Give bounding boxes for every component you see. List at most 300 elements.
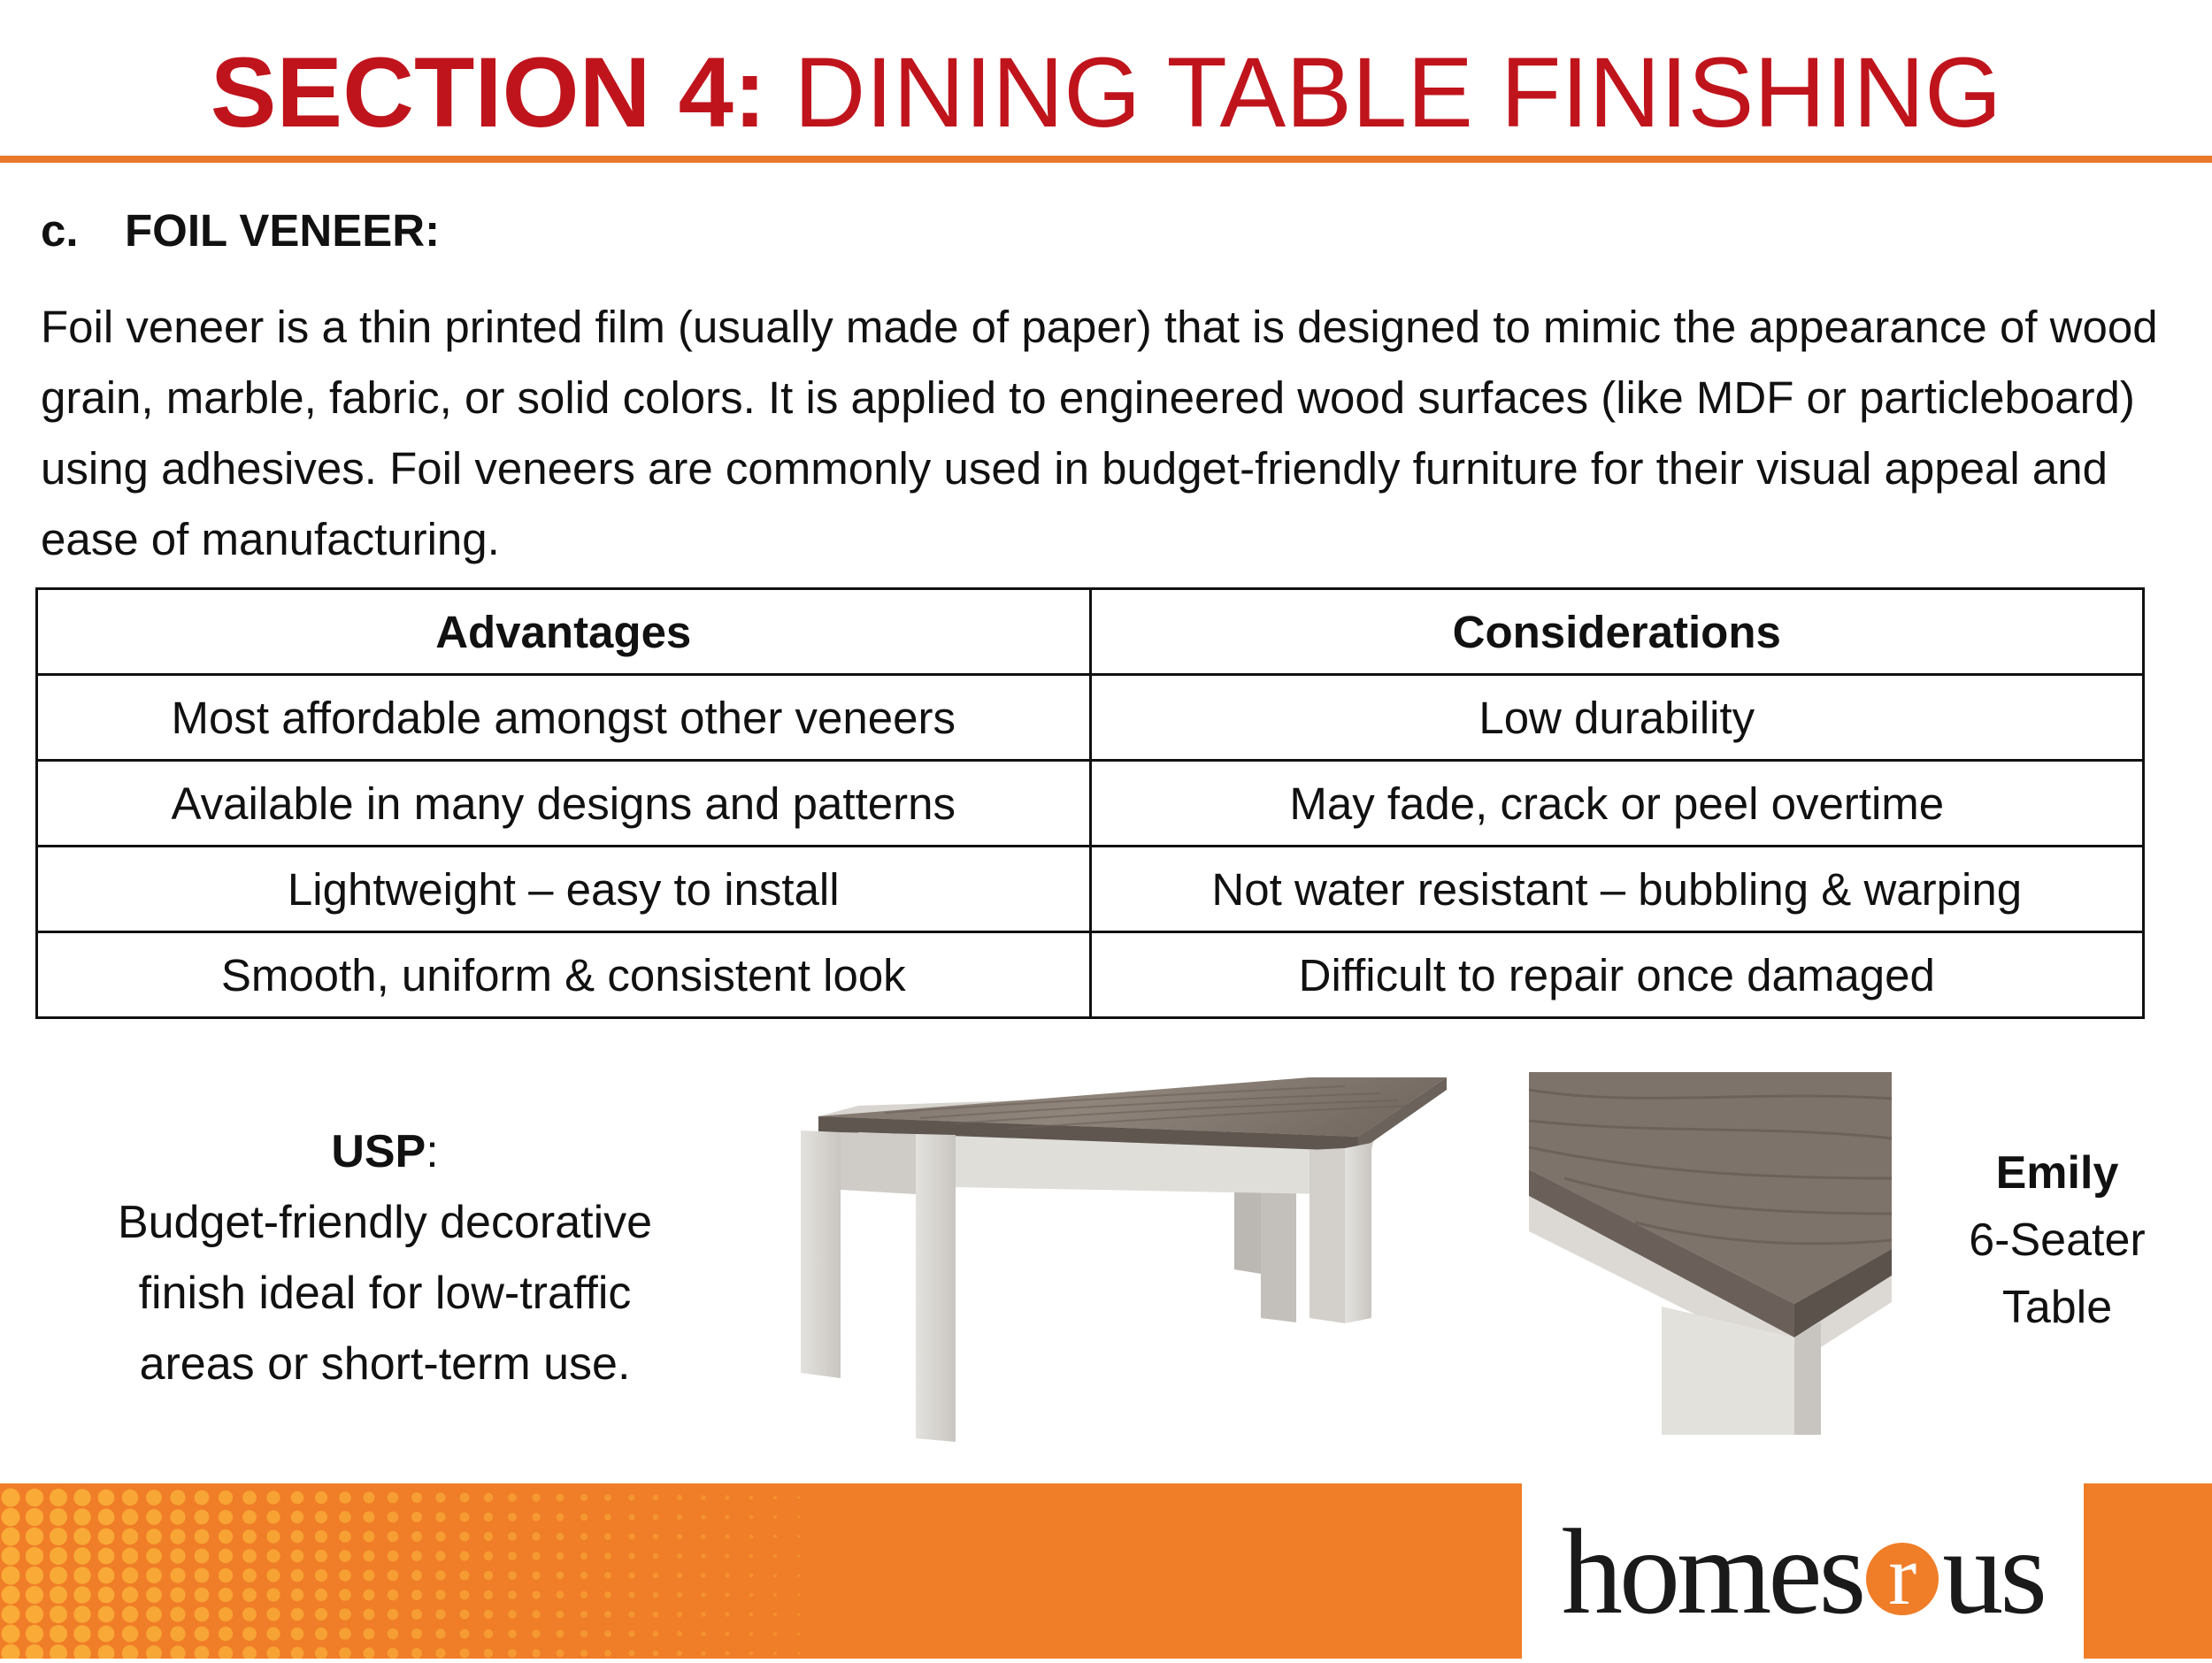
- footer-dot: [773, 1535, 777, 1538]
- footer-dot: [411, 1590, 422, 1600]
- footer-dot: [146, 1490, 162, 1506]
- footer-dot: [580, 1533, 588, 1540]
- footer-dot: [653, 1573, 659, 1579]
- footer-dot: [604, 1514, 611, 1521]
- footer-dot: [557, 1630, 565, 1638]
- footer-dot: [146, 1529, 162, 1544]
- footer-dot: [291, 1608, 304, 1621]
- footer-dot: [122, 1626, 138, 1642]
- footer-dot: [50, 1567, 67, 1584]
- footer-dot: [677, 1495, 682, 1500]
- footer-dot: [219, 1627, 233, 1641]
- footer-dot: [435, 1531, 445, 1541]
- footer-dot: [2, 1606, 20, 1624]
- footer-dot: [170, 1529, 185, 1544]
- footer-dot: [388, 1551, 399, 1562]
- footer-dot: [653, 1592, 659, 1598]
- footer-dot: [411, 1551, 422, 1561]
- footer-dot: [2, 1586, 20, 1605]
- usp-label: USP: [331, 1126, 426, 1177]
- footer-dot: [604, 1552, 611, 1560]
- footer-dot: [146, 1626, 162, 1642]
- column-header-considerations: Considerations: [1090, 589, 2144, 675]
- footer-dot: [50, 1586, 67, 1604]
- footer-dot: [773, 1593, 777, 1597]
- footer-dot: [315, 1589, 327, 1601]
- footer-dot: [291, 1550, 304, 1563]
- footer-dot: [460, 1629, 470, 1639]
- footer-dot: [628, 1611, 634, 1617]
- footer-dot: [701, 1612, 706, 1617]
- footer-dot: [411, 1570, 422, 1581]
- footer-dot: [580, 1514, 588, 1521]
- footer-dot: [508, 1532, 517, 1541]
- footer-dot: [628, 1650, 634, 1656]
- product-line: 6-Seater: [1969, 1215, 2146, 1266]
- footer-dot: [50, 1625, 67, 1643]
- footer-dot: [701, 1553, 706, 1559]
- footer-dot: [2, 1567, 20, 1585]
- footer-dot: [195, 1568, 210, 1583]
- footer-dot: [122, 1587, 138, 1603]
- footer-dot: [2, 1625, 20, 1644]
- footer-dot: [508, 1552, 517, 1560]
- footer-dot: [725, 1514, 729, 1519]
- footer-dot: [557, 1650, 565, 1658]
- footer-dot: [557, 1494, 565, 1502]
- footer-dot: [122, 1490, 138, 1506]
- footer-dot: [411, 1492, 422, 1503]
- title-section-number: SECTION 4:: [210, 37, 767, 148]
- footer-dot: [773, 1496, 777, 1499]
- footer-dot: [484, 1552, 493, 1560]
- footer-dot: [484, 1532, 493, 1541]
- table-row: [37, 761, 2144, 847]
- footer-dot: [364, 1609, 375, 1621]
- footer-dot: [146, 1548, 162, 1564]
- footer-dot: [557, 1591, 565, 1599]
- footer-dot: [508, 1649, 517, 1658]
- footer-dot: [388, 1492, 399, 1504]
- footer-dot: [339, 1589, 351, 1601]
- footer-dot: [219, 1491, 233, 1505]
- footer-dot: [749, 1613, 754, 1617]
- footer-dot: [508, 1610, 517, 1619]
- footer-dot: [677, 1514, 682, 1520]
- product-line: Table: [2001, 1282, 2113, 1333]
- footer-dot: [460, 1649, 470, 1659]
- footer-dot: [170, 1548, 185, 1563]
- footer-dot: [266, 1510, 280, 1523]
- footer-dot: [364, 1629, 375, 1640]
- product-name: Emily: [1995, 1147, 2119, 1199]
- footer-dot: [604, 1630, 611, 1637]
- footer-dot: [364, 1570, 375, 1582]
- footer-dot: [773, 1574, 777, 1577]
- advantage-cell: Available in many designs and patterns: [37, 761, 1091, 847]
- footer-dot: [146, 1587, 162, 1603]
- section-heading-text: FOIL VENEER:: [125, 205, 441, 256]
- footer-dot: [242, 1549, 257, 1563]
- footer-dot: [484, 1493, 493, 1502]
- logo-text-homes: homes: [1561, 1504, 1863, 1639]
- footer-dot: [653, 1631, 659, 1637]
- usp-colon: :: [426, 1126, 439, 1177]
- footer-dot: [315, 1628, 327, 1640]
- footer-dot: [364, 1531, 375, 1543]
- footer-dot: [435, 1590, 445, 1599]
- footer-dot: [146, 1606, 162, 1622]
- title-topic: DINING TABLE FINISHING: [794, 37, 2002, 148]
- consideration-cell: Not water resistant – bubbling & warping: [1090, 847, 2144, 932]
- footer-dot: [339, 1530, 351, 1543]
- footer-dot: [339, 1628, 351, 1640]
- footer-dot: [532, 1532, 540, 1540]
- section-heading: [41, 200, 440, 262]
- footer-dot: [122, 1548, 138, 1564]
- footer-dot: [725, 1553, 729, 1558]
- footer-dot: [653, 1514, 659, 1521]
- footer-dot: [195, 1549, 210, 1564]
- footer-dot: [435, 1512, 445, 1521]
- footer-dot: [797, 1496, 801, 1499]
- footer-dot: [266, 1491, 280, 1504]
- footer-dot: [580, 1552, 588, 1560]
- footer-dot: [773, 1515, 777, 1519]
- footer-dot: [628, 1552, 634, 1559]
- footer-dot: [532, 1513, 540, 1521]
- footer-dot: [484, 1513, 493, 1521]
- footer-dot: [195, 1510, 210, 1525]
- footer-dot: [170, 1606, 185, 1621]
- comparison-table: [35, 587, 2145, 1019]
- footer-dot: [435, 1609, 445, 1619]
- footer-dot: [725, 1534, 729, 1538]
- footer-dot: [701, 1651, 706, 1656]
- usp-line: areas or short-term use.: [139, 1338, 631, 1390]
- footer-dot: [725, 1592, 729, 1597]
- footer-dot: [339, 1511, 351, 1523]
- footer-dot: [797, 1613, 801, 1616]
- footer-dot: [653, 1553, 659, 1560]
- footer-dot: [315, 1569, 327, 1582]
- footer-dot: [484, 1629, 493, 1638]
- footer-dot: [98, 1548, 115, 1565]
- footer-dot: [435, 1648, 445, 1658]
- footer-dot: [411, 1609, 422, 1620]
- description-paragraph: Foil veneer is a thin printed film (usually made of paper) that is designed to mimic the appearance of wood grain, marble, fabric, or solid colors. It is applied to engineered wood surfaces (like MDF or particleboard) using adhesives. Foil veneers are commonly used in budget-friendly furniture for their visual appeal and ease of manufacturing.: [41, 302, 2158, 564]
- footer-dot: [411, 1648, 422, 1659]
- footer-dot: [219, 1510, 233, 1524]
- footer-dot: [266, 1627, 280, 1640]
- footer-dot: [388, 1570, 399, 1582]
- footer-dot: [749, 1652, 754, 1656]
- footer-dot: [73, 1625, 90, 1642]
- footer-dot: [26, 1489, 43, 1506]
- footer-dot: [219, 1607, 233, 1621]
- consideration-cell: May fade, crack or peel overtime: [1090, 761, 2144, 847]
- footer-dot: [73, 1528, 90, 1544]
- footer-dot: [508, 1590, 517, 1599]
- footer-dot: [26, 1567, 43, 1584]
- footer-dot: [291, 1589, 304, 1602]
- footer-dot: [725, 1651, 729, 1655]
- footer-dot: [50, 1528, 67, 1545]
- footer-dot: [26, 1625, 43, 1643]
- footer-dot: [195, 1491, 210, 1506]
- footer-dot: [725, 1631, 729, 1636]
- footer-dot: [170, 1626, 185, 1641]
- footer-dot: [291, 1491, 304, 1505]
- footer-dot: [701, 1495, 706, 1500]
- footer-dot: [219, 1568, 233, 1583]
- table-header-row: [37, 589, 2144, 675]
- footer-dot: [677, 1534, 682, 1539]
- footer-dot: [797, 1593, 801, 1597]
- footer-dot: [557, 1552, 565, 1560]
- footer-dot: [677, 1631, 682, 1636]
- footer-dot: [557, 1514, 565, 1521]
- footer-dot: [749, 1554, 754, 1559]
- footer-dot: [98, 1490, 115, 1506]
- footer-dot: [73, 1547, 90, 1564]
- footer-dot: [580, 1572, 588, 1579]
- footer-dot: [26, 1586, 43, 1604]
- footer-dot: [146, 1567, 162, 1583]
- footer-dot: [266, 1549, 280, 1562]
- dining-table-photo: [779, 1053, 1451, 1451]
- footer-dot: [460, 1571, 470, 1581]
- footer-dot: [653, 1495, 659, 1501]
- footer-dot: [580, 1611, 588, 1618]
- footer-dot: [677, 1592, 682, 1598]
- footer-dot: [339, 1569, 351, 1582]
- consideration-cell: Difficult to repair once damaged: [1090, 932, 2144, 1018]
- footer-dot: [291, 1511, 304, 1524]
- footer-dot: [195, 1588, 210, 1603]
- footer-dot: [628, 1533, 634, 1539]
- advantage-cell: Lightweight – easy to install: [37, 847, 1091, 932]
- footer-dot: [604, 1591, 611, 1598]
- footer-dot: [532, 1649, 540, 1657]
- footer-dot: [219, 1549, 233, 1563]
- footer-dot: [219, 1588, 233, 1602]
- footer-dot: [580, 1630, 588, 1637]
- footer-dot: [508, 1493, 517, 1502]
- table-row: [37, 932, 2144, 1018]
- footer-dot: [508, 1629, 517, 1638]
- footer-dot: [628, 1514, 634, 1520]
- footer-dot: [388, 1629, 399, 1640]
- footer-dot: [195, 1607, 210, 1622]
- footer-dot: [98, 1509, 115, 1526]
- footer-dot: [797, 1515, 801, 1519]
- footer-dot: [557, 1611, 565, 1619]
- footer-dot: [532, 1590, 540, 1598]
- footer-dot: [291, 1628, 304, 1641]
- footer-dot: [604, 1572, 611, 1579]
- footer-dot: [146, 1509, 162, 1525]
- footer-dot: [170, 1509, 185, 1524]
- footer-dot: [411, 1512, 422, 1522]
- footer-dot: [122, 1509, 138, 1525]
- footer-dot: [291, 1569, 304, 1583]
- footer-dot: [26, 1508, 43, 1526]
- footer-dot: [315, 1511, 327, 1523]
- footer-dot: [460, 1513, 470, 1522]
- footer-dot: [98, 1587, 115, 1604]
- column-header-advantages: Advantages: [37, 589, 1091, 675]
- footer-dot: [532, 1610, 540, 1618]
- footer-dot: [98, 1567, 115, 1584]
- footer-dot: [73, 1508, 90, 1525]
- footer-dot: [797, 1554, 801, 1558]
- footer-dot: [460, 1590, 470, 1600]
- footer-dot: [749, 1496, 754, 1500]
- footer-dot: [484, 1590, 493, 1599]
- footer-dot: [701, 1592, 706, 1598]
- footer-dot: [797, 1574, 801, 1577]
- footer-dot: [773, 1613, 777, 1616]
- footer-dot: [122, 1567, 138, 1583]
- footer-dot: [773, 1632, 777, 1636]
- footer-dot: [532, 1571, 540, 1579]
- footer-dot: [532, 1552, 540, 1560]
- footer-dot: [315, 1608, 327, 1621]
- footer-dot: [653, 1651, 659, 1657]
- footer-dot: [73, 1606, 90, 1622]
- footer-dot: [484, 1571, 493, 1580]
- footer-dot: [628, 1494, 634, 1500]
- footer-dot: [315, 1550, 327, 1562]
- footer-dot: [749, 1632, 754, 1636]
- footer-dot: [580, 1494, 588, 1501]
- footer-dot: [388, 1531, 399, 1543]
- footer-dot: [435, 1492, 445, 1502]
- footer-dot: [266, 1607, 280, 1621]
- footer-dot: [339, 1608, 351, 1621]
- advantage-cell: Most affordable amongst other veneers: [37, 675, 1091, 761]
- footer-dot: [364, 1492, 375, 1504]
- footer-dot: [604, 1533, 611, 1540]
- section-marker: c.: [41, 205, 79, 256]
- footer-dot: [2, 1489, 20, 1507]
- footer-dot: [388, 1512, 399, 1523]
- footer-dot: [508, 1513, 517, 1521]
- footer-dot: [122, 1529, 138, 1544]
- footer-dot: [2, 1547, 20, 1566]
- consideration-cell: Low durability: [1090, 675, 2144, 761]
- footer-dot: [266, 1529, 280, 1543]
- footer-dot: [170, 1587, 185, 1602]
- footer-dot: [628, 1630, 634, 1636]
- usp-block: [35, 1116, 734, 1399]
- footer-dot: [195, 1627, 210, 1642]
- footer-dot: [170, 1490, 185, 1505]
- footer-dot: [460, 1610, 470, 1620]
- footer-dot: [725, 1573, 729, 1577]
- footer-dot: [98, 1626, 115, 1643]
- footer-dot: [122, 1606, 138, 1622]
- footer-dot: [749, 1535, 754, 1539]
- footer-dot: [773, 1554, 777, 1558]
- footer-dot: [2, 1508, 20, 1527]
- footer-dot: [797, 1652, 801, 1655]
- footer-dot: [339, 1550, 351, 1562]
- footer-dot: [460, 1493, 470, 1503]
- footer-dot: [315, 1530, 327, 1543]
- footer-dot: [749, 1574, 754, 1578]
- footer-dot: [388, 1648, 399, 1659]
- footer-dot: [677, 1573, 682, 1578]
- footer-dot: [26, 1606, 43, 1623]
- veneer-closeup-photo: [1529, 1072, 1892, 1435]
- footer-dot: [749, 1515, 754, 1520]
- logo-wordmark: [1522, 1492, 2084, 1652]
- footer-dot: [266, 1588, 280, 1601]
- footer-dot: [580, 1591, 588, 1598]
- footer-dot: [604, 1650, 611, 1657]
- footer-dot: [73, 1489, 90, 1506]
- footer-dot: [50, 1508, 67, 1526]
- footer-dot: [435, 1629, 445, 1638]
- footer-dot: [2, 1528, 20, 1546]
- footer-dot: [266, 1568, 280, 1582]
- usp-heading: [35, 1116, 734, 1187]
- footer-dot: [50, 1489, 67, 1506]
- footer-dot: [604, 1494, 611, 1501]
- footer-dot: [580, 1650, 588, 1657]
- footer-dot: [242, 1510, 257, 1524]
- footer-dot: [749, 1593, 754, 1598]
- usp-line: Budget-friendly decorative: [117, 1197, 653, 1248]
- footer-dot: [242, 1491, 257, 1505]
- footer-dot: [242, 1607, 257, 1621]
- logo-text-us: us: [1942, 1504, 2044, 1639]
- footer-dot: [242, 1529, 257, 1544]
- footer-dot: [484, 1610, 493, 1619]
- footer-dot: [435, 1570, 445, 1580]
- footer-dot: [460, 1552, 470, 1561]
- product-label: [1929, 1139, 2185, 1341]
- footer-dot: [725, 1495, 729, 1499]
- advantage-cell: Smooth, uniform & consistent look: [37, 932, 1091, 1018]
- footer-dot: [653, 1534, 659, 1540]
- footer-dot: [653, 1612, 659, 1618]
- table-row: [37, 675, 2144, 761]
- table-row: [37, 847, 2144, 932]
- footer-dot: [604, 1611, 611, 1618]
- footer-dot: [557, 1572, 565, 1580]
- footer-dot: [532, 1629, 540, 1637]
- title-divider: [0, 156, 2212, 163]
- footer-dot: [170, 1567, 185, 1583]
- footer-dot: [411, 1629, 422, 1639]
- usp-line: finish ideal for low-traffic: [138, 1268, 632, 1319]
- footer-dot: [98, 1529, 115, 1545]
- footer-dot: [701, 1534, 706, 1539]
- footer-dot: [388, 1590, 399, 1601]
- footer-dot: [364, 1512, 375, 1523]
- footer-dot: [50, 1547, 67, 1565]
- logo-r-badge: r: [1866, 1543, 1939, 1615]
- footer-dot: [532, 1493, 540, 1501]
- footer-dot: [388, 1609, 399, 1621]
- footer-dot: [73, 1567, 90, 1583]
- footer-dot: [797, 1535, 801, 1538]
- footer-dot: [677, 1612, 682, 1617]
- page-title: [0, 35, 2212, 150]
